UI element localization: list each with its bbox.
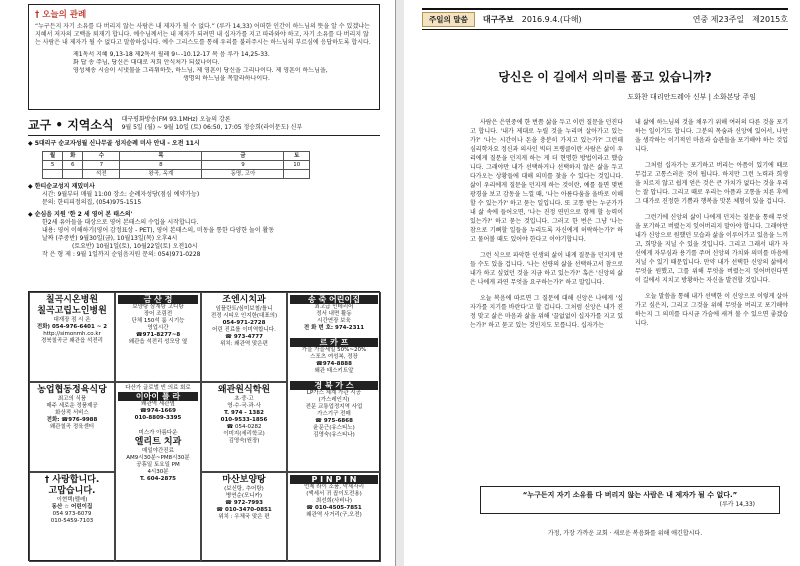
ad-line: 영·수·국·과·사 [227, 403, 261, 409]
left-page [0, 0, 396, 566]
homily-column-2 [635, 118, 788, 470]
advertisement-grid [28, 291, 380, 561]
ad-phone: 010-9533-1856 [220, 417, 268, 423]
ad-phone: ☎971-8277~8 [135, 332, 181, 338]
ad-phone: 054 973-6079 [52, 511, 92, 517]
cal-parish: 동명, 고아 [202, 170, 284, 179]
todays-liturgy-title: † 오늘의 관례 [35, 10, 87, 20]
ad-line: 이현택(펠레) [56, 497, 88, 503]
ad-address: 경북칠곡군 왜관읍 석전리 [41, 338, 103, 344]
broadcast-line: 9월 5일 (월) ~ 9월 10일 (토) 06:50, 17:05 정승희(라이문도) 신부 [121, 124, 303, 131]
ad-line: 단체 150석 룸 시기능 [131, 318, 185, 324]
scripture-quote-box [480, 486, 780, 514]
english-class-head: ◆ 순심음 지원 '한 2 세 영어 본 태스의' [28, 211, 133, 218]
ad-phone: ☎ 010-4505-7851 [306, 505, 362, 511]
ad-phone: ☎ 975-6868 [315, 418, 353, 424]
hanti-notice-line: 문의: 한티피정의집, (054)975-1515 [42, 199, 142, 206]
scripture-quote-text: “누구든지 자기 소유를 다 버리지 않는 사람은 내 제자가 될 수 없다.” [522, 491, 738, 499]
homily-author: 도화찬 대리안드레아 신부 | 소화본당 주임 [627, 93, 756, 101]
issue-number: 제2015호 [752, 15, 788, 24]
ad-title: 마산보양탕 [222, 475, 266, 485]
ad-line: (가스레인지) [318, 397, 350, 403]
ad-phone: T. 974 - 1382 [224, 410, 264, 416]
ad-address: 왜관칠곡 정육센터 [49, 424, 95, 430]
ad-address: 왜관역 사거리(구,오전) [306, 512, 362, 518]
homily-column-1 [470, 118, 623, 470]
diocese-news-header [28, 116, 380, 136]
section-badge: 주일의 말씀 [422, 12, 475, 27]
ad-line: 전문 교통업정지역 사업 [305, 404, 363, 410]
pilgrimage-notice-head: ◆ 5대리구 순교자성월 신나무골 성지순례 미사 안내 - 오전 11시 [28, 140, 200, 147]
english-class-line: 작 은 형 제 : 9월 1일까지 순임음지원 문의: 054)971-0228 [42, 251, 201, 258]
homily-paragraph: 사람은 은연중에 한 번쯤 삶을 두고 이런 질문을 던진다고 합니다. '내가 제대로 누릴 것을 누리며 살아가고 있는가?' '나는 시간이나 돈을 충분히 가지고 있는가?' 그런데 심리학자요 정신과 의사인 빅터 프랭클이란 사람은 삶이 우리에게 질문을 던지게 하는 게 더 현명한 방법이라고 했습니다. 그래야만 내가 선택하거나 선택하지 않은 삶을 두고 다가오는 상황들에 대해 의미를 찾을 수 있다는 것입니다. 삶이 우리에게 질문을 던지게 하는 것이란, 예를 들면 몇번 광경을 보고 감동을 느낄 때, '나는 아름다움을 올바로 이해할 수 있는가?' 하고 묻는 일입니다. 또 고통 받는 누군가가 내 삶 속에 들어오면, '나는 진정 연민으로 함께 할 능력이 있는가?' 하고 묻는 것입니다. 그러고 한 번은 그냥 '나는 참으로 기뻐할 일들을 누리도록 자신에게 허락하는가?' 하고 물어볼 때도 있어야 한다고 이야기합니다. [470, 119, 623, 243]
hanti-notice [28, 183, 380, 207]
cal-day: 화 [63, 152, 83, 161]
ad-masan-boyangtang [201, 472, 287, 562]
ad-title: 송 죽 어린이집 [290, 295, 378, 304]
ad-address: 위치: 왜관역 맞은편 [220, 341, 268, 347]
cal-date: 9 [202, 161, 284, 170]
right-page [404, 0, 800, 566]
ad-simon-hospital [29, 292, 115, 382]
ad-phone: ☎ 054-0282 [226, 424, 262, 430]
cal-parish [63, 170, 83, 179]
cal-day: 목 [120, 152, 202, 161]
ad-address: 왜관 태스키트앞 [314, 368, 354, 374]
ad-line: 왜관역 세관옆 [141, 401, 175, 407]
ad-line: 매일야간진료 [142, 448, 174, 454]
cal-date: 6 [63, 161, 83, 170]
ad-address: 왜관읍 석전리 성모당 옆 [128, 339, 188, 345]
ad-academy [201, 382, 287, 472]
cal-day: 금 [202, 152, 284, 161]
ad-title: 칠곡시온병원 [45, 295, 99, 305]
ad-line: AM9시30분~PM8시30분 [126, 455, 190, 461]
ad-line: 대재장 점 시 온 [53, 317, 91, 323]
cal-day: 토 [284, 152, 310, 161]
ad-phone: 전화) 054-976-6401 ~ 2 [36, 324, 108, 330]
ad-line: 언제 라이 소품, 악세사리 [303, 484, 365, 490]
homily-paragraph: 그런기에 신앙의 삶이 나에게 던지는 질문을 통해 무엇을 포기하고 버렸는지 잊어버리지 말아야 합니다. 그래야만 내가 신앙으로 원했던 모습과 삶을 이루어가고 있음을 느끼고, 희망을 지닐 수 있을 것입니다. 그리고 그래서 내가 자신에게 자부심과 용기를 주며 신앙의 가치와 의미를 마음에 지닐 수 있기 때문입니다. 만약 내가 선택한 신앙의 삶에서 무엇을 원했고, 그를 위해 무엇을 버렸는지 잊어버린다면 이 길에서 지치고 방황하는 자신을 발견할 것입니다. [635, 214, 788, 284]
cal-parish [284, 170, 310, 179]
ad-line: 최선희(사비나) [315, 498, 353, 504]
ad-line: 초·중·고 [234, 396, 254, 402]
ad-kindergarten-and-shop [287, 292, 381, 472]
ad-address: 위치 : 우체국 맞은 편 [218, 514, 270, 520]
ad-title: 농업협동정육식당 [37, 385, 107, 395]
hanti-notice-head: ◆ 한티순교성지 재밌미사 [28, 183, 95, 190]
ad-title: 왜관원식학원 [217, 385, 271, 395]
page-gutter [396, 0, 404, 566]
cal-date: 7 [83, 161, 120, 170]
hanti-notice-line: 시간: 9월부터 매월 11:00 장소: 순례자성당(점심 예약가능) [42, 191, 200, 198]
homily-paragraph: 오늘 복음에 따르면 그 질문에 대해 신앙은 나에게 '십자가를 지기를 바란다'고 할 겁니다. 그처럼 신앙은 내가 진정 맞고 삶은 마음과 삶을 위해 '끌없없이 십자가를 지고 있는가?' 하고 묻고 있는 것인지도 모릅니다. 십자가는 [470, 295, 623, 329]
ad-phone: 010-8809-3395 [134, 415, 182, 421]
ad-line: 영업시간 [147, 325, 169, 331]
ad-line: 김영숙(원장) [228, 438, 260, 444]
ad-line: LP가스 체계 가관 시공 [306, 390, 362, 396]
ad-line: 가스기구 전매 [317, 411, 351, 417]
ad-line: 정서 내면 활동 [316, 311, 352, 317]
reading-line: 제1독서 지혜 9,13-18 제2독서 필레 9ㄴ-10.12-17 복 음 루카 14,25-33. [73, 51, 270, 58]
ad-line: 임플란트/심미보철/틀니 [215, 306, 273, 312]
reading-line: 영성체송 시슴이 시냇물을 그리워하듯, 하느님, 제 영혼이 당신을 그리나이다. 제 영혼이 하느님을, [73, 67, 328, 74]
liturgical-sunday: 연중 제23주일 [692, 15, 745, 24]
ad-line: 매주 세로운 정품제공 [46, 403, 98, 409]
broadcast-info [122, 116, 303, 132]
homily-paragraph: 그처럼 십자가는 포기하고 버리는 아픔이 있기에 때로 무겁고 고통스러운 것이 됩니다. 하지만 그런 노력과 희생을 치르지 않고 쉽게 얻은 것은 큰 가치가 없다는 것을 우리는 잘 압니다. 그리고 때로 우리는 아픔과 고통을 치른 후에 그 대가로 진정한 기쁨과 행복을 맛본 체험이 있을 겁니다. [635, 162, 788, 205]
ad-phone: ☎974-8888 [316, 361, 352, 367]
ad-line: 어린 진료를 이미역합니다. [212, 327, 276, 333]
bulletin-date: 2016.9.4.(다해) [521, 15, 582, 24]
ad-phone: ☎ 972-7993 [225, 500, 263, 506]
ad-dental [201, 292, 287, 382]
ad-title: 경 북 가 스 [290, 381, 378, 390]
ad-phone: ☎ 973-4777 [225, 334, 263, 340]
ad-title: 조엔시치과 [222, 295, 266, 305]
diocese-news-section [28, 116, 380, 259]
ad-line: 장어 조림전 [143, 311, 173, 317]
ad-title: 이아이 플 라 [118, 392, 198, 401]
ad-url: http://simonmh.co.kr [43, 331, 101, 337]
ad-phone: ☎974-1669 [140, 408, 176, 414]
english-class-line: 날짜 (주중반) 9월30일(금), 10월13일(목) 오후4시 [42, 235, 178, 242]
pilgrimage-notice [28, 140, 380, 179]
readings-list [73, 51, 373, 83]
ad-line: 시간연장 보육 [317, 318, 351, 324]
homily-body [470, 118, 788, 470]
ad-dongsan-kindergarten [29, 472, 115, 562]
bulletin-name: 대구주보 [482, 15, 514, 24]
english-class-line: (토요반) 10월1일(토), 10월22일(토) 오전10시 [72, 243, 198, 250]
homily-paragraph: 내 삶에 하느님의 것을 채우기 위해 여러의 다른 것을 포기하는 일이기도 합니다. 그분의 목숨과 신앙에 있어서, 나만을 생각하는 이기적인 마음과 습관들을 포기해야 하는 것입니다. [635, 119, 788, 153]
cal-date: 5 [43, 161, 63, 170]
ad-line: 보양탕 삼계탕 고디탕 [132, 304, 184, 310]
ad-line: 미스가 아름다운 [138, 430, 178, 436]
reading-line: 화 답 송 주님, 당신은 대대로 저희 안식처가 되셨나이다. [73, 59, 220, 66]
ad-title: 엘리트 치과 [134, 437, 182, 447]
diocese-news-title: 교구 • 지역소식 [28, 118, 114, 132]
cal-parish [43, 170, 63, 179]
todays-liturgy-quote: “누구든지 자기 소유를 다 버리지 않는 사람은 내 제자가 될 수 없다.” (루카 14,33) 어떠한 인간이 하느님의 뜻을 알 수 있겠냐는 지혜서 저자의 고백을 퇴재기 합니다. 예수님께서는 내 제자가 되려면 내 십자가를 지고 따라와야 하고, 자기 소유를 다 버리지 않는 사람은 내 제자가 될 수 없다고 말씀하십니다. 예수 그리스도를 통해 우리를 불러주시는 하느님의 부르심에 응답하도록 합시다. [35, 23, 371, 46]
ad-line: 윤문근(유스티노) [313, 425, 355, 431]
ad-phone: 전 화 번 호: 974-2311 [303, 325, 365, 331]
cal-parish: 왕곡, 옥계 [120, 170, 202, 179]
bulletin-header [422, 8, 788, 30]
ad-elite-dental [118, 430, 198, 483]
ad-phone: 010-5459-7103 [50, 518, 94, 524]
ad-line: 동산 ☆ 어린이집 [51, 504, 93, 510]
ad-title: † 사랑합니다. [44, 475, 100, 485]
homily-paragraph: 그런 식으로 파악한 인생의 삶이 내게 질문을 던지게 만들 수도 있을 겁니다. '나는 선량의 삶을 선택하고서 참으로 내가 하고 싶었던 것을 지금 하고 있는가?' 혹은 '신앙의 삶은 나에게 과연 무엇을 요구하는가?' 하고 말입니다. [470, 252, 623, 286]
ad-title: 고맙습니다. [48, 486, 96, 496]
ad-line: 다산가 글로벌 빈 의료 회로 [125, 385, 191, 391]
english-class-line: 한2세 유아들을 대상으로 영어 본태스의 수업을 시작합니다. [42, 219, 199, 226]
ad-title: 금 산 정 [118, 295, 198, 304]
ad-line: 전정 시티오 인지한(대표의) [210, 313, 278, 319]
ad-line: 김영숙(유스티나) [313, 432, 355, 438]
cal-day: 월 [43, 152, 63, 161]
ad-phone: ☎ 010-3470-0851 [216, 507, 272, 513]
ad-line: (액세서 귀 꼽이도전용) [306, 491, 362, 497]
ad-meat-restaurant [29, 382, 115, 472]
ad-phone: T. 604-2875 [140, 476, 176, 482]
ad-title: 르 카 프 [290, 338, 378, 347]
ad-geumsanjeong [115, 292, 201, 382]
cal-day: 수 [83, 152, 120, 161]
bulletin-footer: 가정, 가장 가까운 교회 · 새로운 복음화를 위해 애긴합시다. [547, 530, 703, 537]
ad-phone: 전화: ☎976-9988 [46, 417, 98, 423]
todays-liturgy-box [28, 4, 380, 110]
scripture-quote-ref: (루카 14,33) [719, 501, 755, 508]
ad-line: 최고의 식품 [57, 396, 87, 402]
ad-iaiplra [115, 382, 201, 562]
ad-line: 이미지(세리학교) [223, 431, 265, 437]
ad-phone: 054-971-2728 [222, 320, 266, 326]
ad-title: 칠곡고립노인병원 [37, 306, 107, 316]
broadcast-line: 대구평화방송(FM 93.1MHz) 오늘의 강론 [121, 116, 231, 123]
english-class-notice [28, 211, 380, 259]
ad-line: 공휴일 토요일 PM [136, 462, 180, 468]
ad-pinpin [287, 472, 381, 562]
ad-line: 최고급 인테리어 [314, 304, 354, 310]
ad-line: 스포츠 여성복, 정장 [310, 354, 358, 360]
homily-paragraph: 오늘 말씀을 통해 내가 선택한 이 신앙으로 이렇게 살아가고 싶은지, 그리고 그것을 위해 무엇을 버리고 포기해야 하는지 그 의미를 다시금 가슴에 새겨 볼 수 있으면 좋겠습니다. [635, 293, 788, 327]
ad-line: (보신탕, 추어탕) [224, 486, 264, 492]
pilgrimage-calendar [42, 151, 310, 179]
english-class-line: 내용: 영어 이해하기(영어 감정표상 - PET), 영어 본태스의, 미동을 통한 다양한 놀이 활동 [42, 227, 275, 234]
cal-parish: 석전 [83, 170, 120, 179]
ad-line: 화상적 서비스 [55, 410, 89, 416]
ad-line: 병연순(모니카) [225, 493, 263, 499]
ad-title: P I N P I N [290, 475, 378, 484]
reading-line: 생명의 하느님을 목말라하나이다. [183, 75, 270, 82]
cal-date: 10 [284, 161, 310, 170]
homily-title: 당신은 이 길에서 의미를 품고 있습니까? [498, 70, 712, 84]
ad-line: 4시30분 [147, 469, 169, 475]
ad-line: 가을 가을세일 50%~20% [301, 347, 367, 353]
cal-date: 8 [120, 161, 202, 170]
